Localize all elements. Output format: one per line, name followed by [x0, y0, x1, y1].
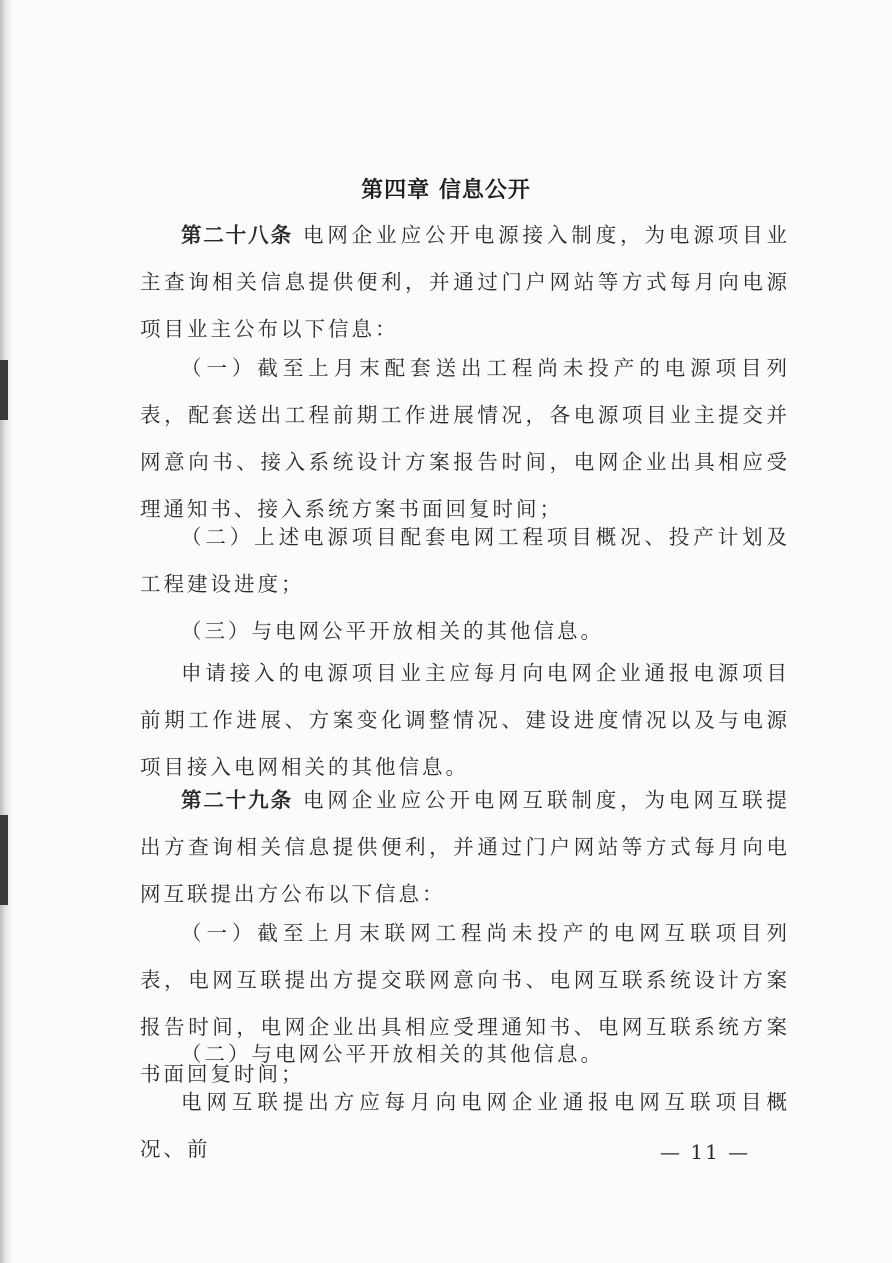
chapter-title: 第四章 信息公开	[361, 178, 531, 203]
scan-binding-mark	[0, 360, 8, 420]
page-number: — 11 —	[660, 1140, 751, 1164]
article-29-heading: 第二十九条	[181, 788, 293, 812]
article-28-item-1: （一）截至上月末配套送出工程尚未投产的电源项目列表，配套送出工程前期工作进展情况，各电源项目业主提交并网意向书、接入系统设计方案报告时间，电网企业出具相应受理通知书、接入系统方案书面回复时间；	[140, 356, 790, 521]
article-29-item-2: （二）与电网公平开放相关的其他信息。	[181, 1042, 604, 1066]
article-29-closing-paragraph: 电网互联提出方应每月向电网企业通报电网互联项目概况、前	[140, 1090, 790, 1161]
scan-binding-mark	[0, 815, 8, 905]
article-28-item-3: （三）与电网公平开放相关的其他信息。	[181, 619, 604, 643]
article-28-heading: 第二十八条	[181, 223, 293, 247]
article-29-paragraph	[140, 777, 790, 918]
article-29-item-1: （一）截至上月末联网工程尚未投产的电网互联项目列表，电网互联提出方提交联网意向书、电网互联系统设计方案报告时间，电网企业出具相应受理通知书、电网互联系统方案书面回复时间；	[140, 921, 790, 1086]
article-28-closing-paragraph: 申请接入的电源项目业主应每月向电网企业通报电源项目前期工作进展、方案变化调整情况、建设进度情况以及与电源项目接入电网相关的其他信息。	[140, 661, 790, 779]
article-29-text: 电网企业应公开电网互联制度，为电网互联提出方查询相关信息提供便利，并通过门户网站等方式每月向电网互联提出方公布以下信息：	[140, 788, 791, 906]
article-28-text: 电网企业应公开电源接入制度，为电源项目业主查询相关信息提供便利，并通过门户网站等方式每月向电源项目业主公布以下信息：	[140, 223, 791, 341]
article-28-paragraph	[140, 212, 790, 353]
article-28-item-2: （二）上述电源项目配套电网工程项目概况、投产计划及工程建设进度；	[140, 525, 790, 596]
